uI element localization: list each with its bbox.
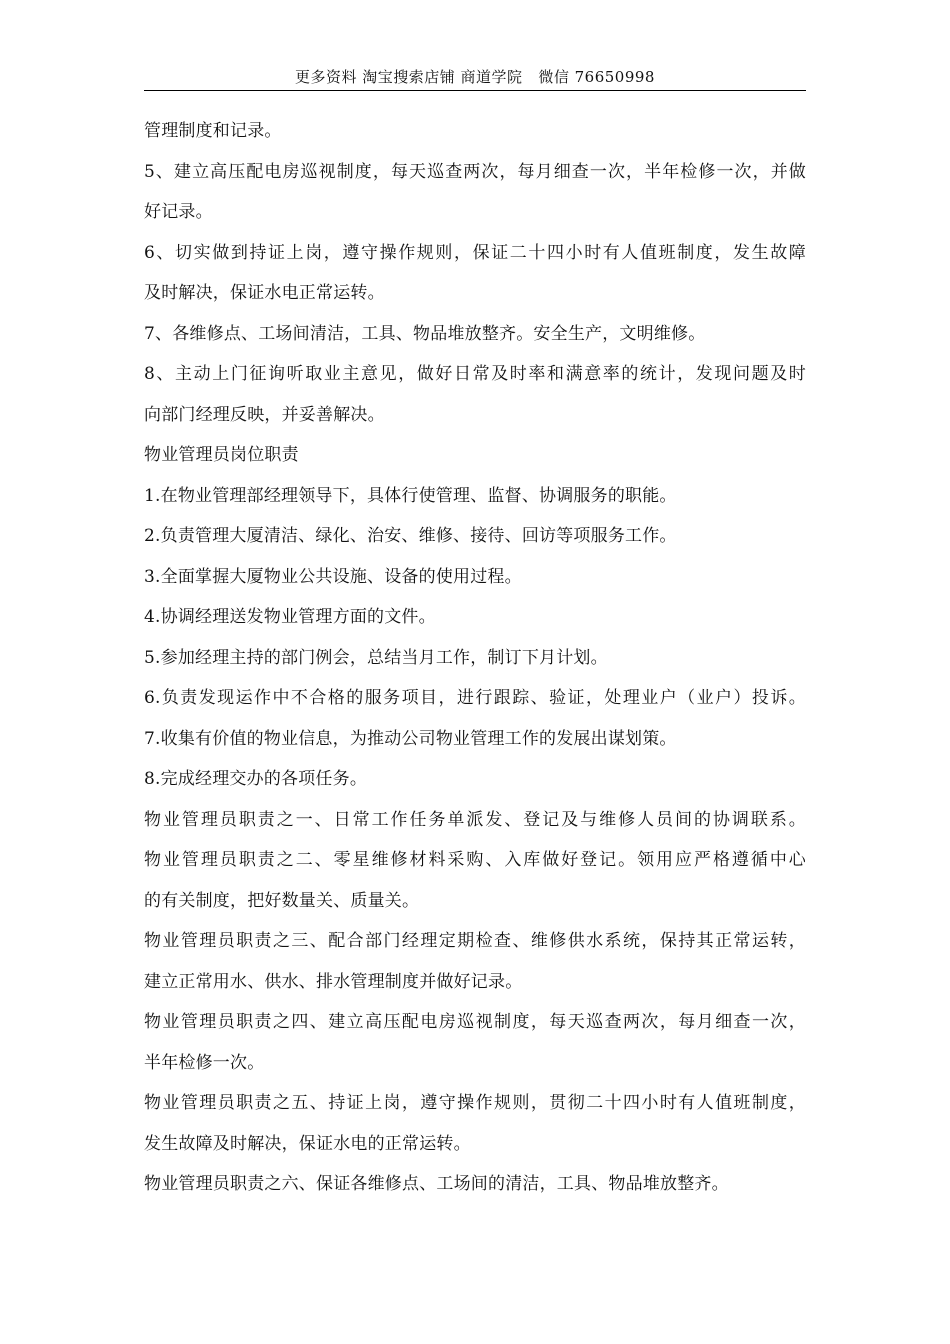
text-line: 5、建立高压配电房巡视制度，每天巡查两次，每月细查一次，半年检修一次，并做 (144, 161, 806, 182)
list-item: 1.在物业管理部经理领导下，具体行使管理、监督、协调服务的职能。 (144, 485, 677, 506)
text-line: 8、主动上门征询听取业主意见，做好日常及时率和满意率的统计，发现问题及时 (144, 364, 806, 384)
list-item: 6.负责发现运作中不合格的服务项目，进行跟踪、验证，处理业户（业户）投诉。 (144, 688, 806, 708)
text-line: 好记录。 (144, 202, 213, 222)
list-item: 4.协调经理送发物业管理方面的文件。 (144, 607, 436, 627)
text-line: 物业管理员职责之三、配合部门经理定期检查、维修供水系统，保持其正常运转， (144, 931, 806, 951)
text-line: 建立正常用水、供水、排水管理制度并做好记录。 (144, 971, 523, 992)
text-line: 及时解决，保证水电正常运转。 (144, 283, 385, 303)
document-body (144, 111, 806, 1205)
text-line: 的有关制度，把好数量关、质量关。 (144, 890, 420, 911)
list-item: 3.全面掌握大厦物业公共设施、设备的使用过程。 (144, 566, 522, 587)
text-line: 物业管理员职责之五、持证上岗，遵守操作规则，贯彻二十四小时有人值班制度， (144, 1093, 806, 1113)
text-line: 物业管理员职责之一、日常工作任务单派发、登记及与维修人员间的协调联系。 (144, 809, 806, 830)
list-item: 7.收集有价值的物业信息，为推动公司物业管理工作的发展出谋划策。 (144, 728, 677, 749)
text-line: 物业管理员职责之四、建立高压配电房巡视制度，每天巡查两次，每月细查一次， (144, 1012, 806, 1032)
text-line: 7、各维修点、工场间清洁，工具、物品堆放整齐。安全生产，文明维修。 (144, 323, 706, 344)
page-header (144, 66, 806, 91)
text-line: 物业管理员职责之二、零星维修材料采购、入库做好登记。领用应严格遵循中心 (144, 850, 806, 870)
text-line: 半年检修一次。 (144, 1052, 265, 1073)
text-line: 6、切实做到持证上岗，遵守操作规则，保证二十四小时有人值班制度，发生故障 (144, 242, 806, 263)
list-item: 5.参加经理主持的部门例会，总结当月工作，制订下月计划。 (144, 647, 608, 668)
header-text: 更多资料 淘宝搜索店铺 商道学院 微信 76650998 (295, 68, 655, 86)
text-line: 管理制度和记录。 (144, 121, 282, 141)
list-item: 2.负责管理大厦清洁、绿化、治安、维修、接待、回访等项服务工作。 (144, 526, 677, 546)
text-line: 物业管理员职责之六、保证各维修点、工场间的清洁，工具、物品堆放整齐。 (144, 1174, 729, 1194)
list-item: 8.完成经理交办的各项任务。 (144, 769, 368, 789)
section-heading: 物业管理员岗位职责 (144, 445, 299, 465)
text-line: 发生故障及时解决，保证水电的正常运转。 (144, 1133, 471, 1154)
text-line: 向部门经理反映，并妥善解决。 (144, 404, 385, 425)
